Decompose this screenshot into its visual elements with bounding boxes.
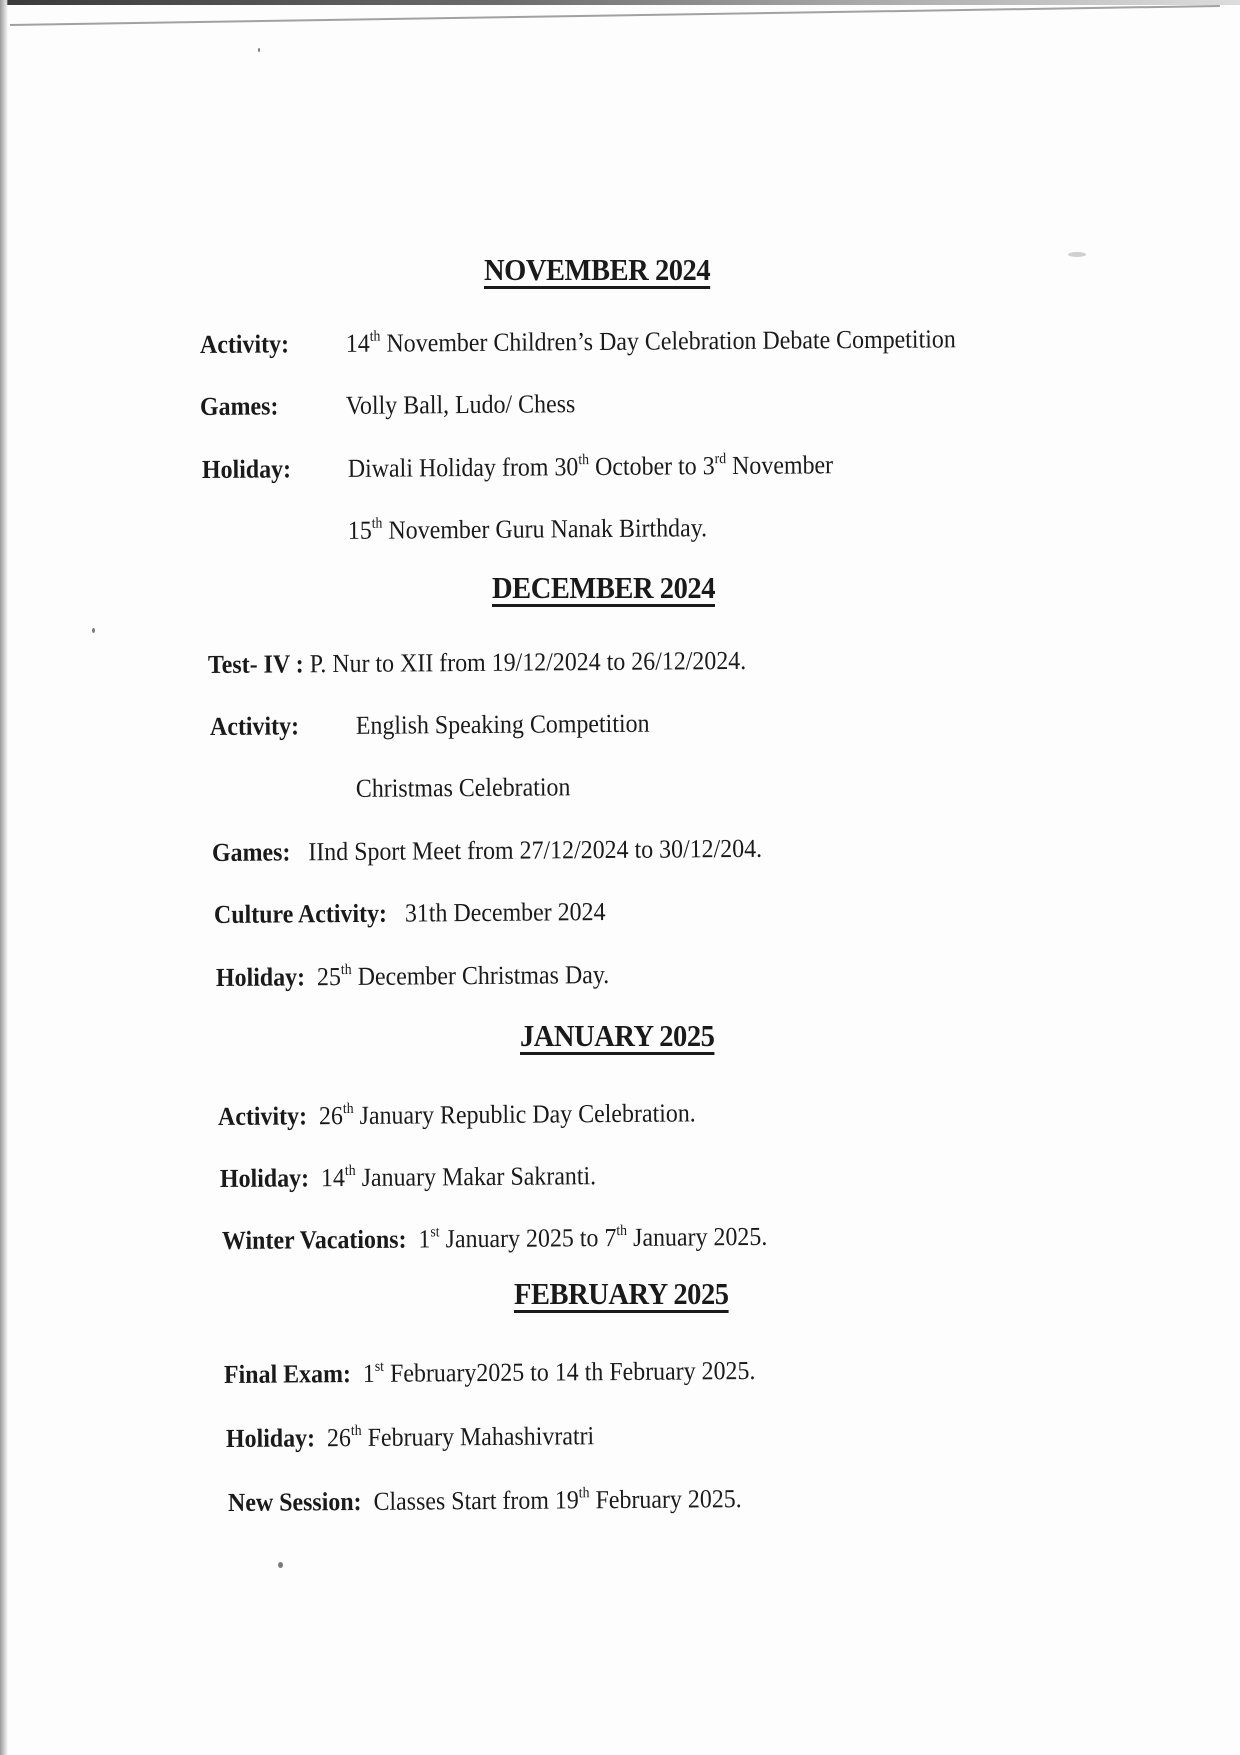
entry-value [311,960,609,992]
entry-row [214,897,606,930]
ordinal-suffix: th [344,1162,356,1180]
entry-label: Games: [211,837,291,867]
entry-value [315,1161,596,1193]
entry-row [228,1484,742,1518]
entry-row [226,1421,594,1454]
entry-row [202,513,707,547]
value-text: 14 [345,328,370,358]
value-text: November [726,450,834,481]
entry-value [348,450,833,484]
month-title: DECEMBER 2024 [492,570,715,605]
ordinal-suffix: th [616,1222,628,1240]
entry-label: Culture Activity: [213,898,388,929]
entry-row [216,960,609,993]
entry-label: Final Exam: [223,1359,352,1389]
entry-row [210,709,650,742]
entry-value [346,389,576,421]
entry-label: Activity: [217,1101,308,1131]
value-text: December Christmas Day. [351,960,610,991]
value-text: January 2025 to 7 [439,1223,617,1254]
entry-label: Holiday: [215,962,306,992]
value-text: January 2025. [627,1221,768,1252]
month-title: FEBRUARY 2025 [514,1276,729,1311]
entry-label: Activity: [199,329,290,359]
value-text: Classes Start from 19 [367,1485,579,1516]
ordinal-suffix: th [350,1422,362,1440]
ordinal-suffix: th [578,1485,590,1502]
entry-label: Winter Vacations: [221,1224,407,1255]
entry-value [348,513,707,546]
entry-label [202,539,342,540]
ordinal-suffix: th [342,1100,354,1118]
ordinal-suffix: th [340,961,352,979]
entry-value [321,1421,594,1453]
month-title: JANUARY 2025 [520,1018,715,1053]
value-text: 15 [347,515,372,545]
month-title: NOVEMBER 2024 [484,252,711,287]
value-text: January Republic Day Celebration. [353,1098,696,1130]
entry-row [200,324,956,360]
value-text: February2025 to 14 th February 2025. [383,1355,756,1388]
entry-label: Activity: [209,711,300,741]
entry-row [210,772,571,805]
value-text: 26 [312,1101,343,1131]
value-text: Volly Ball, Ludo/ Chess [345,389,576,420]
entry-label: Holiday: [219,1163,310,1193]
value-text: 31th December 2024 [392,897,606,928]
value-text: 1 [412,1224,431,1254]
value-text: IInd Sport Meet from 27/12/2024 to 30/12/204. [296,833,763,867]
entry-row [208,646,746,680]
entry-row [212,834,762,868]
value-text: October to 3 [588,451,715,482]
entry-label: Holiday: [201,454,292,484]
value-text: Diwali Holiday from 30 [347,452,579,483]
entry-value [313,1098,696,1131]
value-text: November Guru Nanak Birthday. [382,513,708,545]
value-text: Christmas Celebration [355,772,571,803]
value-text: February Mahashivratri [361,1421,595,1452]
entry-label [210,797,350,798]
ordinal-suffix: th [578,452,590,469]
entry-value [356,709,650,741]
ordinal-suffix: rd [714,451,727,468]
value-text: English Speaking Competition [355,708,650,740]
entry-label: Games: [199,391,279,421]
entry-row [200,389,575,422]
ordinal-suffix: th [371,515,383,532]
entry-label: New Session: [227,1486,362,1517]
entry-row [218,1098,696,1132]
entry-row [222,1222,767,1256]
entry-value [346,324,956,359]
value-text: February 2025. [589,1484,742,1515]
ordinal-suffix: st [430,1224,440,1241]
entry-value [412,1222,767,1255]
entry-row [202,450,833,485]
entry-value [357,1356,756,1389]
value-text: 25 [310,962,342,992]
entry-value [356,772,571,804]
value-text: 26 [320,1423,352,1453]
value-text: 14 [314,1163,346,1193]
entry-value [296,834,762,868]
value-text: P. Nur to XII from 19/12/2024 to 26/12/2024. [309,645,747,679]
entry-row [224,1356,756,1390]
entry-value [310,646,747,679]
entry-value [367,1484,741,1517]
ordinal-suffix: st [374,1358,385,1375]
entry-label: Holiday: [225,1423,316,1453]
value-text: 1 [356,1358,375,1388]
value-text: November Children’s Day Celebration Debate Competition [380,324,956,358]
entry-label: Test- IV : [207,649,304,679]
entry-row [220,1161,596,1194]
value-text: January Makar Sakranti. [355,1161,597,1192]
ordinal-suffix: th [369,328,381,345]
entry-value [393,897,606,929]
